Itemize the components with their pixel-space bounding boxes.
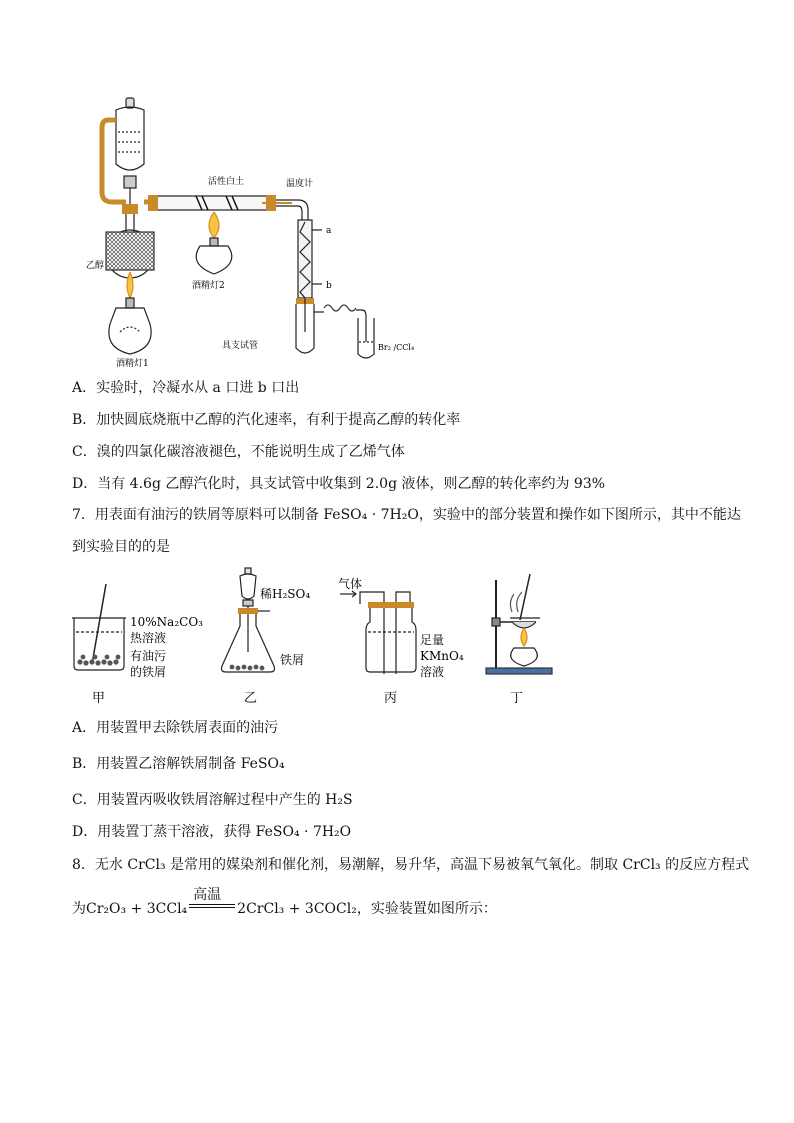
caption-bing: 丙 (384, 691, 398, 706)
alcohol-lamp-2 (196, 212, 232, 274)
figure-ethanol-dehydration-apparatus (86, 92, 416, 372)
label-yi-reagent: 稀H₂SO₄ (260, 587, 311, 601)
label-port-a: a (326, 226, 332, 236)
q8-condition-arrow (187, 887, 237, 920)
q8-reactants: Cr₂O₃ + 3CCl₄ (86, 901, 188, 917)
label-yi-item: 铁屑 (280, 653, 305, 667)
label-ethanol: 乙醇 (86, 261, 105, 271)
label-bromine-solution: Br₂ /CCl₄ (378, 343, 415, 352)
q8-suffix: ，实验装置如图所示： (356, 901, 497, 917)
evaporation-setup-ding (486, 574, 552, 674)
label-thermometer: 温度计 (286, 179, 314, 189)
label-lamp-2: 酒精灯2 (192, 281, 225, 291)
label-bing-reagent-3: 溶液 (420, 665, 445, 679)
figure-q7-apparatus (66, 566, 566, 708)
q7-stem-line-2: 到实验目的的是 (72, 539, 170, 555)
side-arm-test-tube (296, 298, 366, 353)
q7-option-a: A．用装置甲去除铁屑表面的油污 (72, 720, 279, 736)
bottle-bing (340, 591, 416, 674)
label-port-b: b (326, 281, 332, 291)
label-bing-gas: 气体 (338, 577, 363, 591)
label-jia-item-1: 有油污 (130, 649, 167, 663)
caption-ding: 丁 (510, 691, 524, 706)
label-jia-reagent-2: 热溶液 (130, 631, 167, 645)
condenser (296, 220, 322, 304)
label-bing-reagent-1: 足量 (420, 633, 445, 647)
alcohol-lamp-1 (109, 272, 151, 354)
flask-yi (222, 568, 275, 672)
q8-equation-line (72, 887, 497, 920)
round-bottom-flask (106, 204, 154, 278)
q8-equals-sign (189, 904, 235, 908)
caption-jia: 甲 (92, 691, 106, 706)
q8-products: 2CrCl₃ + 3COCl₂ (237, 901, 357, 917)
q6-option-b: B．加快圆底烧瓶中乙醇的汽化速率，有利于提高乙醇的转化率 (72, 412, 461, 428)
label-activated-clay: 活性白土 (208, 177, 245, 187)
q8-prefix: 为 (72, 901, 86, 917)
q6-option-a: A．实验时，冷凝水从 a 口进 b 口出 (72, 380, 300, 396)
separatory-funnel (116, 98, 144, 214)
label-jia-item-2: 的铁屑 (130, 665, 167, 679)
label-jia-reagent-1: 10%Na₂CO₃ (130, 615, 203, 629)
q8-stem-line-1: 8．无水 CrCl₃ 是常用的媒染剂和催化剂，易潮解，易升华，高温下易被氧气氧化。制取 CrCl₃ 的反应方程式 (72, 857, 750, 873)
q7-option-b: B．用装置乙溶解铁屑制备 FeSO₄ (72, 756, 285, 772)
q6-option-c: C．溴的四氯化碳溶液褪色，不能说明生成了乙烯气体 (72, 444, 405, 460)
q7-option-c: C．用装置丙吸收铁屑溶解过程中产生的 H₂S (72, 792, 353, 808)
q7-stem-line-1: 7．用表面有油污的铁屑等原料可以制备 FeSO₄ · 7H₂O，实验中的部分装置和操作如下图所示，其中不能达 (72, 507, 741, 523)
heated-tube (144, 195, 308, 220)
beaker-jia (72, 584, 126, 670)
q7-option-d: D．用装置丁蒸干溶液，获得 FeSO₄ · 7H₂O (72, 824, 352, 840)
q8-condition: 高温 (193, 887, 222, 903)
q6-option-d: D．当有 4.6g 乙醇汽化时，具支试管中收集到 2.0g 液体，则乙醇的转化率约为 93% (72, 476, 606, 492)
caption-yi: 乙 (244, 691, 258, 706)
label-bing-reagent-2: KMnO₄ (420, 649, 464, 663)
label-lamp-1: 酒精灯1 (116, 359, 149, 369)
label-side-arm-tube: 具支试管 (222, 341, 259, 351)
